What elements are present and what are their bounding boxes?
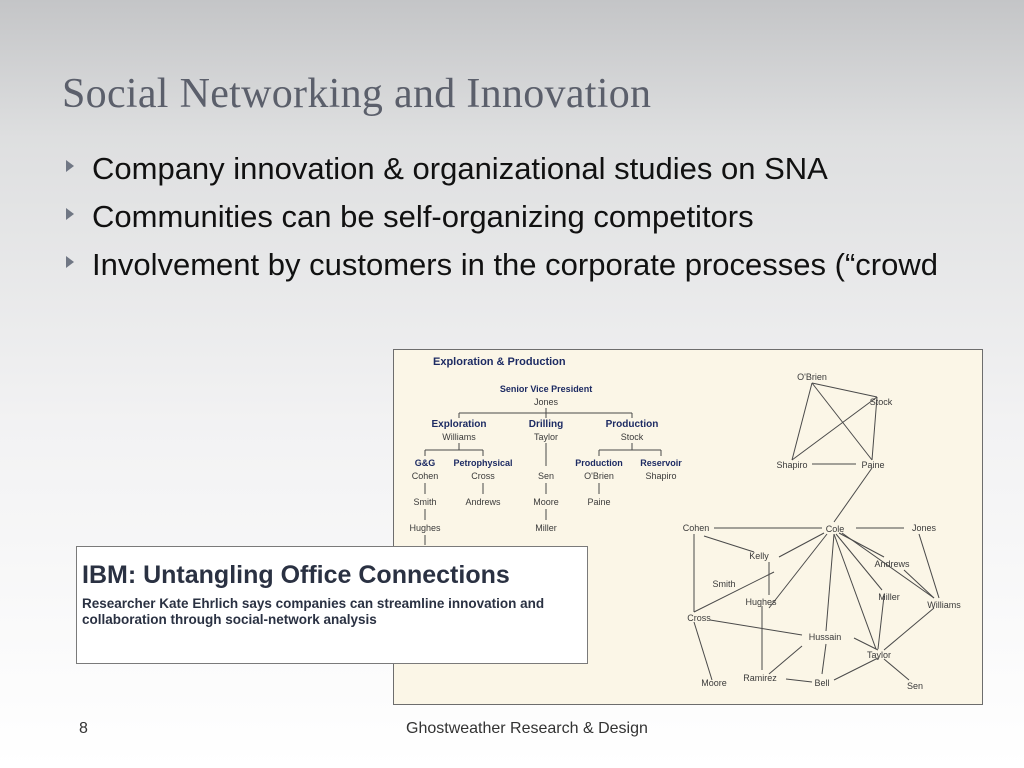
network-node: Cohen [682,523,710,533]
bullet-arrow-icon [66,256,74,268]
network-node: Bell [814,678,830,688]
bullet-item [62,244,942,286]
network-node: Ramirez [743,673,777,683]
network-node: Andrews [874,559,910,569]
bullet-arrow-icon [66,208,74,220]
network-node: Williams [927,600,961,610]
org-member: Cohen [411,471,439,481]
article-title: IBM: Untangling Office Connections [82,561,510,589]
article-callout [76,546,588,664]
network-node: Paine [861,460,885,470]
org-unit-title: Reservoir [640,458,682,468]
bullet-arrow-icon [66,160,74,172]
org-member: Hughes [409,523,441,533]
network-graph [683,372,962,691]
bullet-list [62,148,942,292]
org-member: Shapiro [645,471,677,481]
bullet-text: Involvement by customers in the corporate processes (“crowd [92,247,938,282]
footer-text: Ghostweather Research & Design [406,720,648,737]
org-unit-title: Production [575,458,623,468]
org-member: Cross [471,471,495,481]
bullet-text: Company innovation & organizational studies on SNA [92,151,828,186]
bullet-item [62,196,942,238]
org-division-title: Drilling [528,419,564,430]
network-node: Hussain [808,632,842,642]
page-number: 8 [79,720,88,737]
org-division-name: Stock [620,432,644,442]
org-member: Sen [537,471,555,481]
network-node: Cross [687,613,711,623]
network-node: O'Brien [797,372,827,382]
network-node: Jones [911,523,937,533]
org-member: Paine [587,497,611,507]
org-member: Smith [413,497,437,507]
bullet-text: Communities can be self-organizing competitors [92,199,754,234]
slide-title: Social Networking and Innovation [62,71,652,117]
bullet-item [62,148,942,190]
network-node: Moore [701,678,727,688]
org-chart [409,356,682,545]
network-node: Taylor [866,650,892,660]
network-node: Cole [825,524,845,534]
org-top-name: Jones [533,397,559,407]
org-division-name: Taylor [533,432,559,442]
org-member: O'Brien [584,471,614,481]
network-node: Stock [869,397,893,407]
network-node: Kelly [749,551,769,561]
org-chart-title: Exploration & Production [433,356,566,368]
org-member: Andrews [465,497,501,507]
network-node: Miller [878,592,900,602]
network-node: Shapiro [776,460,808,470]
article-subtitle: Researcher Kate Ehrlich says companies can streamline innovation and collaboration through social-network analysis [82,596,545,627]
org-member: Miller [535,523,557,533]
network-node: Hughes [745,597,777,607]
network-node: Sen [906,681,924,691]
org-unit-title: G&G [414,458,436,468]
org-division-title: Exploration [431,419,487,430]
network-node: Smith [712,579,736,589]
org-top-title: Senior Vice President [499,384,593,394]
org-division-name: Williams [442,432,476,442]
org-member: Moore [533,497,559,507]
org-division-title: Production [605,419,659,430]
org-unit-title: Petrophysical [453,458,513,468]
